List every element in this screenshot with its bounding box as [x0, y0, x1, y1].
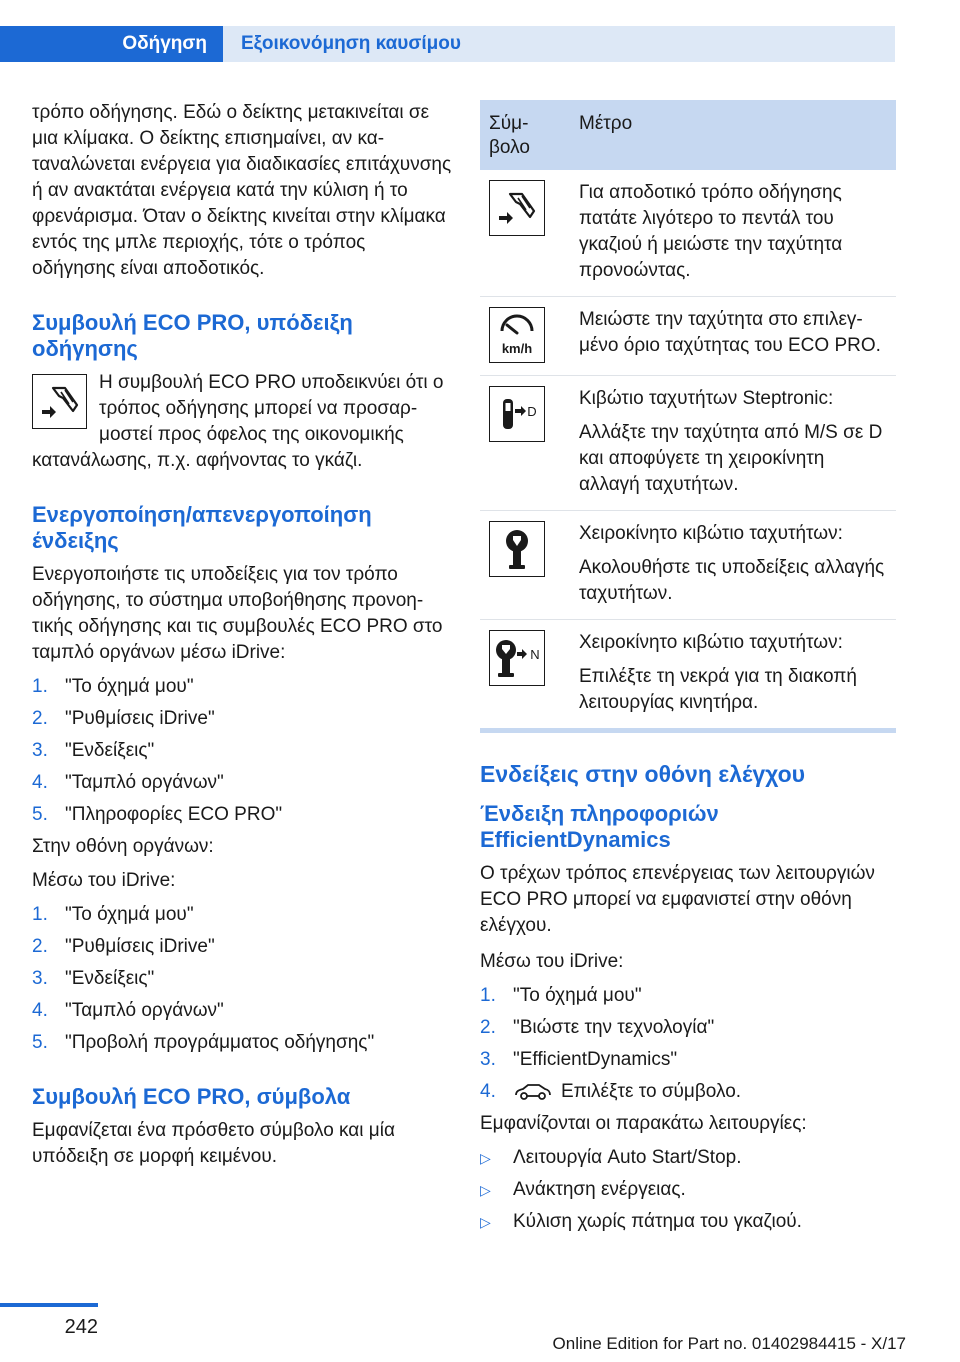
table-row: km/h Μειώστε την ταχύτητα στο επιλεγμένο όριο ταχύτητας του ECO PRO. [480, 297, 896, 376]
triangle-bullet-icon: ▷ [480, 1214, 491, 1230]
svg-text:N: N [530, 647, 540, 662]
heading-eco-pro-tip: Συμβουλή ECO PRO, υπόδειξη οδήγησης [32, 310, 353, 361]
car-icon [513, 1082, 553, 1102]
right-column [480, 100, 896, 1241]
list-item: 3. "Ενδείξεις" [32, 968, 155, 989]
symbols-paragraph: Εμφανίζεται ένα πρόσθετο σύμβολο και μία υπόδειξη σε μορφή κειμένου. [32, 1120, 395, 1167]
list-item: 5. "Προβολή προγράμματος οδήγησης" [32, 1032, 375, 1053]
section-tab-fuel-saving: Εξοικονόμηση καυσίμου [223, 26, 895, 62]
triangle-bullet-icon: ▷ [480, 1182, 491, 1198]
intro-paragraph: τρόπο οδήγησης. Εδώ ο δείκτης μετακινείται σε μια κλίμακα. Ο δείκτης επισημαίνει, αν καταναλώνεται ενέργεια για διαδικασίες επιτάχυνσης ή αν ανακτάται ενέργεια κατά την κύλιση ή το φρενάρισμα. Όταν ο δείκτης κινείται στην κλίμακα εντός της μπλε περιοχής, τότε ο τρόπος οδήγησης είναι αποδοτικός. [32, 102, 452, 279]
heading-efficientdynamics-info: Ένδειξη πληροφοριών EfficientDynamics [480, 801, 719, 852]
heading-eco-pro-symbols: Συμβουλή ECO PRO, σύμβολα [32, 1084, 351, 1109]
functions-label: Εμφανίζονται οι παρακάτω λειτουργίες: [480, 1113, 807, 1134]
steps-list-1 [32, 674, 452, 828]
activate-paragraph: Ενεργοποιήστε τις υποδείξεις για τον τρόπο οδήγησης, το σύστημα υποβοήθησης προνοητικής οδήγησης και τις συμβουλές ECO PRO στο ταμπλό οργάνων μέσω iDrive: [32, 564, 443, 663]
steps-list-3 [480, 983, 896, 1105]
via-idrive-label: Μέσω του iDrive: [480, 951, 624, 972]
eco-pro-tip-text: Η συμβουλή ECO PRO υποδεικνύει ότι ο τρόπος οδήγησης μπορεί να προσαρμοστεί προς όφελος της οικονομικής [99, 372, 444, 445]
list-item: 4. Επιλέξτε το σύμβολο. [480, 1081, 742, 1102]
heading-control-display: Ενδείξεις στην οθόνη ελέγχου [480, 761, 805, 787]
list-item: 3. "EfficientDynamics" [480, 1049, 678, 1070]
list-item: 1. "Το όχημά μου" [32, 676, 194, 697]
via-idrive-label: Μέσω του iDrive: [32, 870, 176, 891]
list-item: ▷ Λειτουργία Auto Start/Stop. [480, 1145, 896, 1171]
table-row: Χειροκίνητο κιβώτιο ταχυτήτων: Ακολουθήστε τις υποδείξεις αλλαγής ταχυτήτων. [480, 511, 896, 620]
functions-list [480, 1145, 896, 1235]
eco-pro-tip-text-cont: κατανάλωσης, π.χ. αφήνοντας το γκάζι. [32, 450, 363, 471]
svg-text:D: D [527, 404, 537, 419]
manual-gear-knob-icon [489, 521, 545, 577]
list-item: 3. "Ενδείξεις" [32, 740, 155, 761]
footer-accent-bar [0, 1303, 98, 1307]
col-header-measure: Μέτρο [570, 100, 896, 170]
svg-text:km/h: km/h [501, 341, 533, 356]
symbols-table [480, 100, 896, 728]
section-tab-driving: Οδήγηση [0, 26, 223, 62]
speedometer-kmh-icon [489, 307, 545, 363]
list-item: 1. "Το όχημά μου" [480, 985, 642, 1006]
list-item: 4. "Ταμπλό οργάνων" [32, 1000, 224, 1021]
page-number: 242 [64, 1316, 98, 1338]
table-bottom-rule [480, 728, 896, 733]
eco-pro-tip-block [32, 370, 452, 474]
table-header-row [480, 100, 896, 170]
info-paragraph: Ο τρέχων τρόπος επενέργειας των λειτουργιών ECO PRO μπορεί να εμφανιστεί στην οθόνη ελέγχου. [480, 863, 875, 936]
left-column [32, 100, 452, 1170]
list-item: 5. "Πληροφορίες ECO PRO" [32, 804, 283, 825]
page-header [0, 0, 960, 62]
list-item: 2. "Ρυθμίσεις iDrive" [32, 936, 215, 957]
table-row: D Κιβώτιο ταχυτήτων Steptronic: Αλλάξτε την ταχύτητα από M/S σε D και αποφύγετε τη χειροκίνητη αλλαγή ταχυτήτων. [480, 376, 896, 511]
foot-pedal-icon [32, 374, 87, 429]
list-item: ▷ Κύλιση χωρίς πάτημα του γκαζιού. [480, 1209, 896, 1235]
steps-list-2 [32, 902, 452, 1056]
list-item: 4. "Ταμπλό οργάνων" [32, 772, 224, 793]
edition-footer: Online Edition for Part no. 01402984415 - X/17 [552, 1334, 906, 1353]
list-item: ▷ Ανάκτηση ενέργειας. [480, 1177, 896, 1203]
list-item: 2. "Βιώστε την τεχνολογία" [480, 1017, 715, 1038]
neutral-gear-knob-icon [489, 630, 545, 686]
list-item: 1. "Το όχημά μου" [32, 904, 194, 925]
heading-activate-display: Ενεργοποίηση/απενεργοποίηση ένδειξης [32, 502, 372, 553]
table-row: N Χειροκίνητο κιβώτιο ταχυτήτων: Επιλέξτε τη νεκρά για τη διακοπή λειτουργίας κινητήρα. [480, 620, 896, 729]
triangle-bullet-icon: ▷ [480, 1150, 491, 1166]
list-item: 2. "Ρυθμίσεις iDrive" [32, 708, 215, 729]
col-header-symbol: Σύμ-βολο [480, 100, 570, 170]
steptronic-lever-icon [489, 386, 545, 442]
table-row: Για αποδοτικό τρόπο οδήγησης πατάτε λιγότερο το πεντάλ του γκαζιού ή μειώστε την ταχύτητα προνοώντας. [480, 170, 896, 297]
cluster-label: Στην οθόνη οργάνων: [32, 836, 214, 857]
foot-pedal-icon [489, 180, 545, 236]
